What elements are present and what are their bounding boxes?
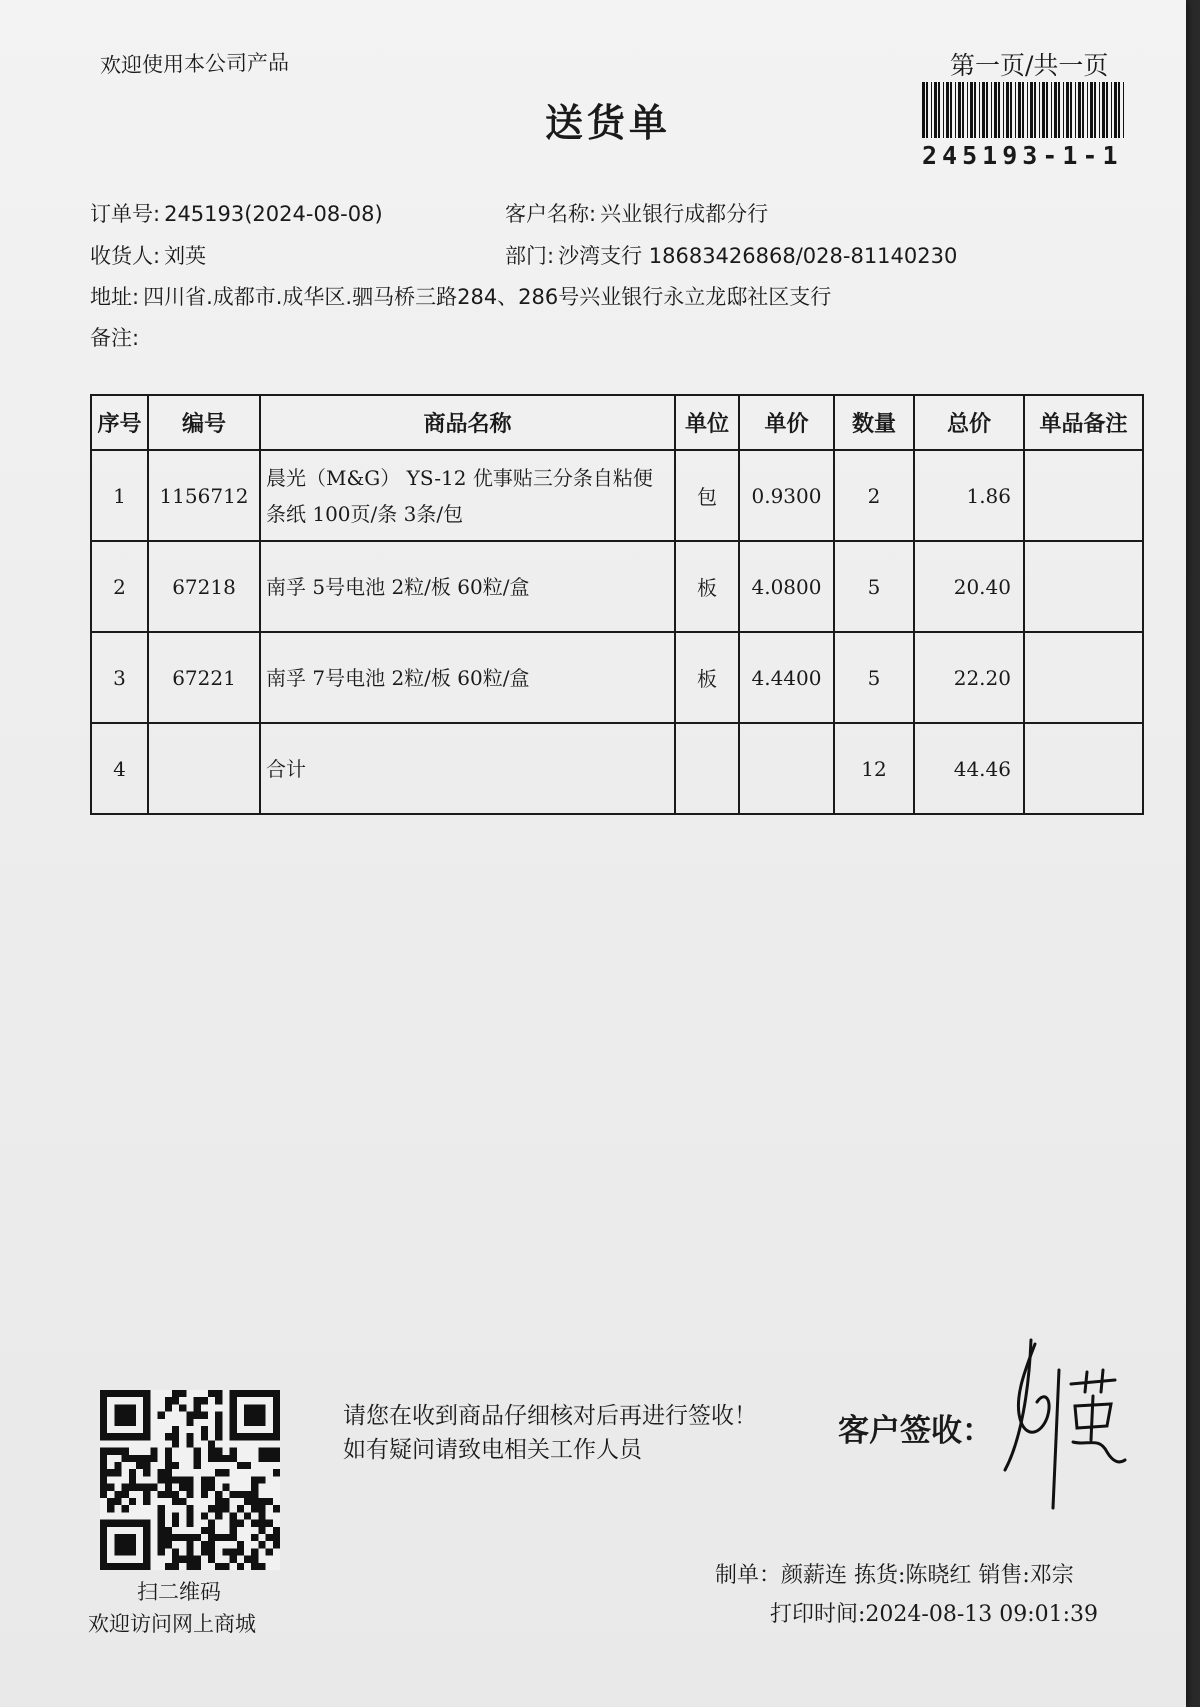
remark-label: 备注: xyxy=(90,326,140,350)
address-field xyxy=(90,281,831,311)
department-label: 部门: xyxy=(505,244,555,268)
page-indicator: 第一页/共一页 xyxy=(950,51,1109,80)
cell-unit: 板 xyxy=(675,541,739,632)
cell-unit: 包 xyxy=(675,450,739,541)
order-number-field xyxy=(90,198,383,228)
cell-qty: 12 xyxy=(834,723,914,814)
customer-label: 客户名称: xyxy=(505,202,597,226)
order-number-label: 订单号: xyxy=(90,202,161,226)
customer-sign-label: 客户签收： xyxy=(838,1413,993,1449)
receipt-notice: 请您在收到商品仔细核对后再进行签收！如有疑问请致电相关工作人员 xyxy=(343,1403,757,1463)
cell-price: 4.0800 xyxy=(739,541,834,632)
order-number-value: 245193(2024-08-08) xyxy=(164,202,383,226)
col-header-unit: 单位 xyxy=(675,395,739,450)
cell-note xyxy=(1024,541,1143,632)
table-row xyxy=(91,632,1143,723)
table-total-row xyxy=(91,723,1143,814)
cell-total: 44.46 xyxy=(914,723,1024,814)
receiver-value: 刘英 xyxy=(164,244,207,268)
cell-name: 南孚 5号电池 2粒/板 60粒/盒 xyxy=(260,541,675,632)
table-header-row xyxy=(91,395,1143,450)
col-header-price: 单价 xyxy=(739,395,834,450)
print-time: 打印时间:2024-08-13 09:01:39 xyxy=(770,1602,1099,1627)
welcome-text: 欢迎使用本公司产品 xyxy=(99,50,290,78)
col-header-name: 商品名称 xyxy=(260,395,675,450)
cell-unit: 板 xyxy=(675,632,739,723)
department-field xyxy=(505,240,957,270)
cell-code: 67218 xyxy=(148,541,260,632)
cell-total: 22.20 xyxy=(914,632,1024,723)
qr-code-image xyxy=(100,1390,280,1570)
qr-caption-shop: 欢迎访问网上商城 xyxy=(88,1612,256,1636)
table-row xyxy=(91,450,1143,541)
department-value: 沙湾支行 18683426868/028-81140230 xyxy=(558,244,958,268)
handwritten-signature xyxy=(995,1330,1135,1530)
col-header-qty: 数量 xyxy=(834,395,914,450)
cell-qty: 5 xyxy=(834,541,914,632)
cell-price: 0.9300 xyxy=(739,450,834,541)
cell-code xyxy=(148,723,260,814)
col-header-seq: 序号 xyxy=(91,395,148,450)
cell-note xyxy=(1024,450,1143,541)
remark-field xyxy=(90,322,143,352)
cell-code: 1156712 xyxy=(148,450,260,541)
col-header-total: 总价 xyxy=(914,395,1024,450)
staff-line: 制单：颜薪连 拣货:陈晓红 销售:邓宗 xyxy=(715,1563,1074,1588)
cell-seq: 2 xyxy=(91,541,148,632)
col-header-code: 编号 xyxy=(148,395,260,450)
cell-name: 晨光（M&G） YS-12 优事贴三分条自粘便条纸 100页/条 3条/包 xyxy=(260,450,675,541)
cell-price: 4.4400 xyxy=(739,632,834,723)
cell-code: 67221 xyxy=(148,632,260,723)
cell-name: 合计 xyxy=(260,723,675,814)
receiver-label: 收货人: xyxy=(90,244,161,268)
items-table xyxy=(90,394,1144,815)
address-label: 地址: xyxy=(90,285,140,309)
cell-total: 1.86 xyxy=(914,450,1024,541)
barcode-number: 245193-1-1 xyxy=(922,141,1123,170)
cell-qty: 5 xyxy=(834,632,914,723)
cell-note xyxy=(1024,723,1143,814)
receiver-field xyxy=(90,240,206,270)
col-header-note: 单品备注 xyxy=(1024,395,1143,450)
document-title: 送货单 xyxy=(545,101,672,145)
cell-total: 20.40 xyxy=(914,541,1024,632)
cell-qty: 2 xyxy=(834,450,914,541)
cell-note xyxy=(1024,632,1143,723)
cell-seq: 1 xyxy=(91,450,148,541)
cell-price xyxy=(739,723,834,814)
customer-value: 兴业银行成都分行 xyxy=(600,202,769,226)
cell-unit xyxy=(675,723,739,814)
barcode-image xyxy=(920,82,1130,138)
cell-seq: 4 xyxy=(91,723,148,814)
address-value: 四川省.成都市.成华区.驷马桥三路284、286号兴业银行永立龙邸社区支行 xyxy=(143,285,832,309)
table-row xyxy=(91,541,1143,632)
cell-seq: 3 xyxy=(91,632,148,723)
qr-caption-scan: 扫二维码 xyxy=(137,1580,221,1604)
customer-field xyxy=(505,198,768,228)
cell-name: 南孚 7号电池 2粒/板 60粒/盒 xyxy=(260,632,675,723)
